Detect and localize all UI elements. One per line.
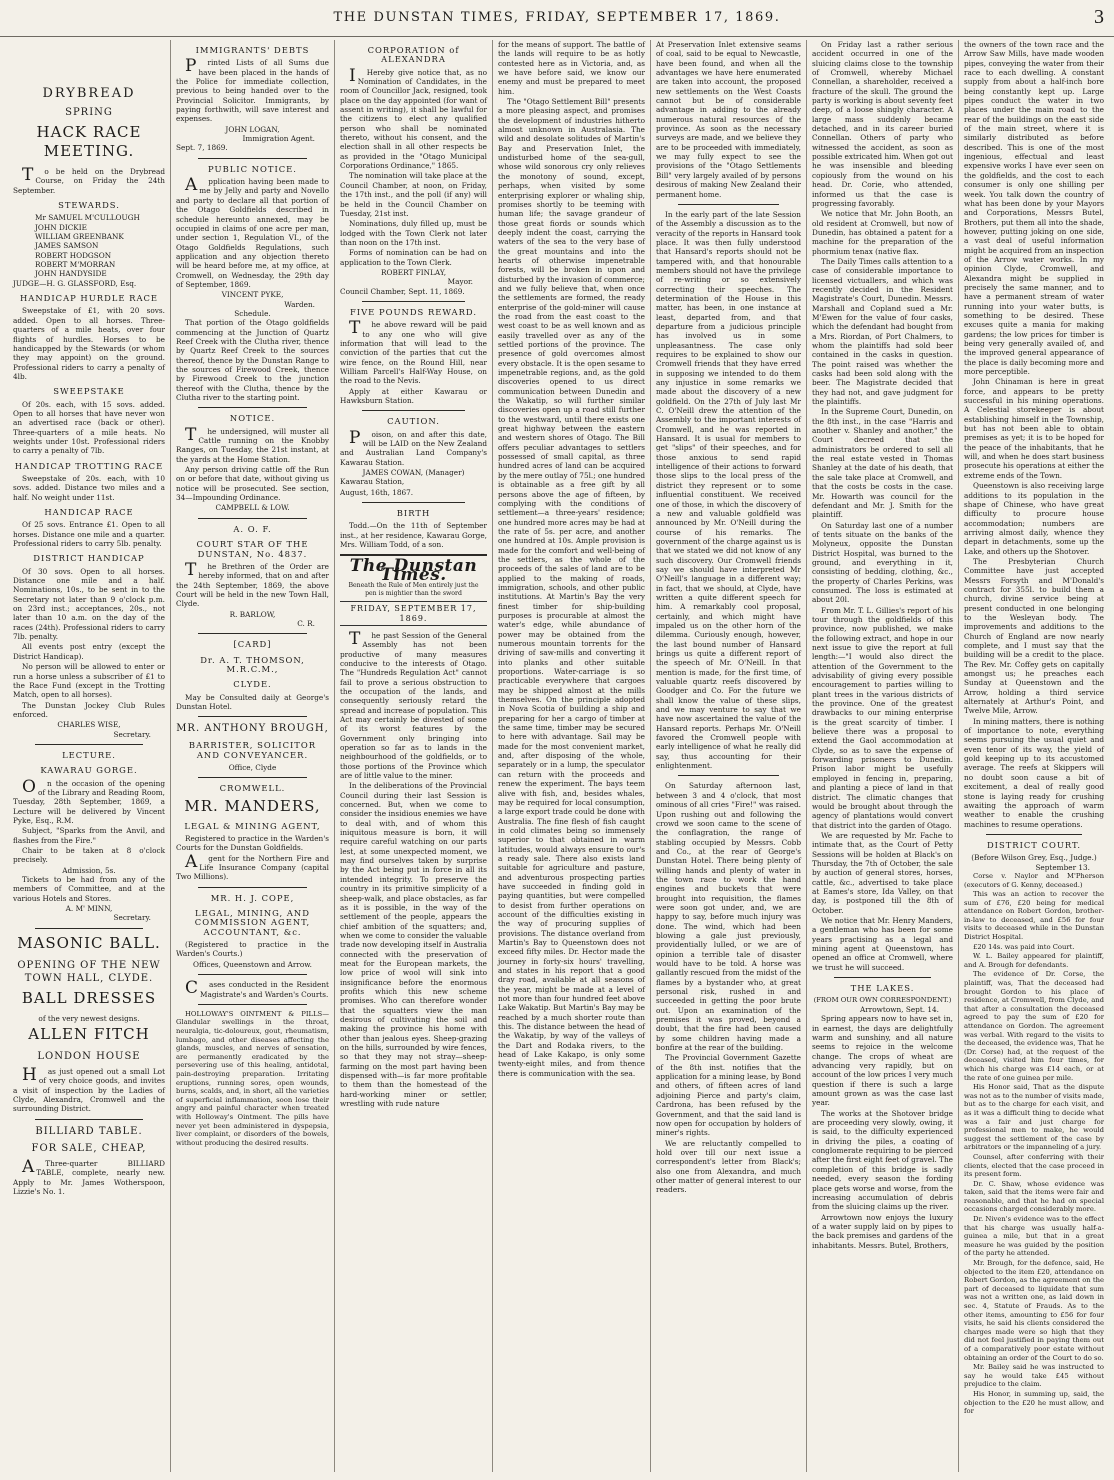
caution-text: Poison, on and after this date, will be LAID on the New Zealand and Australian Land Company's Kawarau Station. <box>340 427 487 467</box>
column-2 <box>171 40 334 1472</box>
manders-text: Registered to practice in the Warden's Courts for the Dunstan Goldfields. <box>176 834 329 853</box>
column-3 <box>335 40 492 1472</box>
notice-text: The undersigned, will muster all Cattle running on the Knobby Ranges, on Tuesday, the 21st instant, at the yards at the Home Station. <box>176 424 329 464</box>
billiard-sale: FOR SALE, CHEAP, <box>31 1142 147 1154</box>
fitch-text: Has just opened out a small Lot of very choice goods, and invites a visit of inspection by the Ladies of Clyde, Alexandra, Cromwell and the surrounding District. <box>13 1065 165 1114</box>
paper-date: FRIDAY, SEPTEMBER 17, 1869. <box>340 601 487 626</box>
patent-note: We notice that Mr. John Booth, an old resident at Cromwell, but now of Dunedin, has obtained a patent for a machine for the preparation of the phormium tenax (native flax. <box>812 209 953 256</box>
sweepstake-heading: SWEEPSTAKE <box>53 386 125 397</box>
reward-heading: FIVE POUNDS REWARD. <box>350 306 477 317</box>
schedule-heading: Schedule. <box>234 308 271 318</box>
secretary-name: A. M' MINN, <box>65 904 113 914</box>
daily-times-note: The Daily Times calls attention to a case of considerable importance to licensed victuallers, and which was recently decided in the Resident Magistrate's Court, Dunedin. Messrs. Marshall and Copland sued a Mr. M'Ewen for the value of four casks, which the defendant had bought from a Mrs. Riordan, of Port Chalmers, to whom the plaintiffs had sold beer contained in the casks in question. The point raised was whether the casks had been sold along with the beer. The Magistrate decided that they had not, and gave judgment for the plaintiffs. <box>812 256 953 407</box>
manders-role: LEGAL & MINING AGENT, <box>184 820 321 831</box>
accident-article: On Friday last a rather serious accident occurred in one of the sluicing claims close to the township of Cromwell, whereby Michael Connellan, a shareholder, received a fracture of the skull. The ground the party is working is about seventy feet deep, of a loose shingly character. A large mass suddenly became detached, and in its career buried Connellan. Others of party who witnessed the accident, as soon as possible extricated him. When got out he was insensible and bleeding copiously from the wound on his head. Dr. Corie, who attended, informed us that the case is progressing favorably. <box>812 40 953 208</box>
fache-note: We are requested by Mr. Fache to intimate that, as the Court of Petty Sessions will be holden at Black's on Thursday, the 7th of October, the sale by auction of general stores, horses, cattle, &c., advertised to take place at Eames's store, Ida Valley, on that day, is postponed till the 8th of October. <box>812 830 953 915</box>
court-star-signature: R. BARLOW, <box>229 609 276 619</box>
secretary-title: Secretary. <box>113 729 151 739</box>
manders-note: We notice that Mr. Henry Manders, a gentleman who has been for some years practising as a legal and mining agent at Queenstown, has opened an office at Cromwell, where we trust he will succeed. <box>812 915 953 972</box>
cromwell-heading: CROMWELL. <box>219 783 286 794</box>
district-handicap-text: Of 30 sovs. Open to all horses. Distance one mile and a half. Nominations, 10s., to be sent in to the Secretary not later than 9 o'clock p.m. on 23rd inst.; acceptances, 20s., not later than 10 a.m. on the day of the races (24th). Professional riders to carry 7lb. penalty. <box>13 566 165 642</box>
immigrants-date: Sept. 7, 1869. <box>176 143 228 153</box>
steward: Mr SAMUEL M'CULLOUGH <box>35 213 140 223</box>
lakes-continued-3: Queenstown is also receiving large additions to its population in the shape of Chinese, who have great difficulty to procure house accommodation; numbers are arriving almost daily, whence they depart in detachments, some up the Lake, and others up the Shotover. <box>964 481 1104 556</box>
steward: JAMES SAMSON <box>35 241 99 251</box>
entry-text: All events post entry (except the District Handicap). <box>13 642 165 661</box>
district-court-text: Mr. Brough, for the defence, said, He objected to the item £20, attendance on Robert Gordon, as the agreement on the part of deceased to liquidate that sum was not a written one, as laid down in sec. 4, Statute of Frauds. As to the other items, amounting to £56 for four visits, he said his clients considered the charges made were so high that they did not feel justified in paying them out of a comparatively poor estate without obtaining an order of the Court to do so. <box>964 1259 1104 1362</box>
district-court-text: W. L. Bailey appeared for plaintiff, and A. Brough for defendants. <box>964 952 1104 969</box>
corporation-signature: ROBERT FINLAY, <box>380 267 447 277</box>
hurdle-text: Sweepstake of £1, with 20 sovs. added. Open to all horses. Three-quarters of a mile heats, over four flights of hurdles. Horses to be handicapped by the Stewards (or whom they may appoint) on the ground. Professional riders to carry a penalty of 4lb. <box>13 306 165 381</box>
dresses-subtitle: of the very newest designs. <box>38 1013 140 1023</box>
caution-heading: CAUTION. <box>387 416 440 427</box>
brough-name: MR. ANTHONY BROUGH, <box>176 723 329 735</box>
gillies-report: From Mr. T. L. Gillies's report of his tour through the goldfields of this province, now published, we make the following extract, and hope in our next issue to give the report at full length:—"I would also direct the attention of the Government to the advisability of giving every possible encouragement to parties willing to plant trees in the various districts of the province. One of the greatest drawbacks to our mining enterprise is the great scarcity of timber. I believe there was a proposal to extend the Gaol accommodation at Clyde, so as to save the expense of forwarding prisoners to Dunedin. Prison labor might be usefully employed in fencing in, preparing, and planting a piece of land in that district. The climatic changes that would be brought about through the agency of plantations would convert that district into the garden of Otago. <box>812 605 953 830</box>
district-court-text: Dr. C. Shaw, whose evidence was taken, said that the items were fair and reasonable, and that he had on special occasions charged considerably more. <box>964 1179 1104 1214</box>
manders-name: MR. MANDERS, <box>184 796 321 815</box>
district-court-case: Corse v. Naylor and M'Pherson (executors of G. Kenny, deceased.) <box>964 871 1104 889</box>
dresses-heading: BALL DRESSES <box>21 988 157 1007</box>
lakes-text-3: Arrowtown now enjoys the luxury of a water supply laid on by pipes to the back premises and gardens of the inhabitants. Messrs. Butel, Brothers, <box>812 1212 953 1250</box>
district-handicap-heading: DISTRICT HANDICAP <box>33 553 145 564</box>
race-title: DRYBREAD <box>42 86 136 101</box>
notice-heading: NOTICE. <box>229 413 276 424</box>
lecture-heading: LECTURE. <box>62 749 116 760</box>
lakes-continued-4: The Presbyterian Church Committee have just accepted Messrs Forsyth and M'Donald's contract for 355l. to build them a church, divine service being at present conducted in one belonging to the Wesleyan body. The improvements and additions to the Church of England are now nearly complete, and I must say that the building will be a credit to the place. The Rev. Mr. Coffey gets on capitally amongst us; he preaches each Sunday at Queenstown and the Arrow, holding a third service alternately at Arthur's Point, and Twelve Mile, Arrow. <box>964 556 1104 716</box>
race-judge: JUDGE—H. G. GLASSFORD, Esq. <box>13 278 137 288</box>
district-court-text: Dr. Niven's evidence was to the effect that his charge was usually half-a-guinea a mile, but that in a great measure he was guided by the position of the party he attended. <box>964 1215 1104 1258</box>
billiard-heading: BILLIARD TABLE. <box>35 1125 143 1137</box>
masthead <box>0 0 1114 37</box>
birth-heading: BIRTH <box>396 508 431 519</box>
editorial-continued: for the means of support. The battle of the lands will require to be as hotly contested here as in Victoria, and, as we have before said, we know our enemy and must be prepared to meet him. <box>498 40 645 96</box>
doctor-name: Dr. A. T. THOMSON, M.R.C.M., <box>200 654 305 674</box>
district-court-text: His Honor said, That as the dispute was not as to the number of visits made, but as to the charge for each visit, and as it was a difficult thing to decide what was a fair and just charge for professional men to make, he would suggest the settlement of the case by arbitrators or the impanneling of a jury. <box>964 1083 1104 1152</box>
subscriber-text: No person will be allowed to enter or run a horse unless a subscriber of £1 to the Race Fund (except in the Trotting Match, open to all horses). <box>13 662 165 700</box>
lakes-text-2: The works at the Shotover bridge are proceeding very slowly, owing, it is said, to the difficulty experienced in driving the piles, a coating of conglomerate requiring to be pierced after the first eight feet of gravel. The completion of this bridge is sadly needed, every season the fording place gets worse and worse, from the increasing accumulation of debris from the sluicing claims up the river. <box>812 1108 953 1212</box>
district-court-heading: DISTRICT COURT. <box>986 839 1082 850</box>
card-heading: [CARD] <box>233 639 272 650</box>
birth-text: Todd.—On the 11th of September inst., at her residence, Kawarau Gorge, Mrs. William Todd, of a son. <box>340 521 487 550</box>
corporation-text-4: Forms of nomination can be had on application to the Town Clerk. <box>340 248 487 267</box>
lakes-text-1: Spring appears now to have set in, in earnest, the days are delightfully warm and sunshiny, and all nature seems to rejoice in the welcome change. The crops of wheat are advancing very rapidly, but on account of the low prices I very much question if there is such a large amount grown as was the case last year. <box>812 1014 953 1108</box>
gazette-article: The Provincial Government Gazette of the 8th inst. notifies that the application for a mining lease, by Bond and others, of fifteen acres of land adjoining Pierce and party's claim, Cardrona, has been refused by the Government, and that the said land is now open for occupation by holders of miner's rights. <box>656 1053 801 1138</box>
race-name: HACK RACE MEETING. <box>36 123 142 160</box>
fitch-house: LONDON HOUSE <box>37 1051 141 1063</box>
lecture-subject: Subject, "Sparks from the Anvil, and flashes from the Fire." <box>13 826 165 845</box>
steward: ROBERT HODGSON <box>35 250 112 260</box>
notice-text-2: Any person driving cattle off the Run on or before that date, without giving us notice will be prosecuted. See section, 34—Impounding Ordinance. <box>176 465 329 503</box>
handicap-text: Of 25 sovs. Entrance £1. Open to all horses. Distance one mile and a quarter. Professional riders to carry 5lb. penalty. <box>13 520 165 549</box>
doctor-town: CLYDE. <box>233 679 272 690</box>
cope-role: LEGAL, MINING, AND COMMISSION AGENT, ACCOUNTANT, &c. <box>194 908 311 937</box>
column-5 <box>651 40 806 1472</box>
corporation-date: Council Chamber, Sept. 11, 1869. <box>340 286 465 296</box>
lakes-continued-1: the owners of the town race and the Arrow Saw Mills, have made wooden pipes, conveying the water from their race to each dwelling. A constant supply from about a half-inch bore being constantly kept up. Large pipes conduct the water in two places under the main road to the rear of the buildings on the east side of the main street, where it is similarly distributed as before described. This is one of the most ingenious, effectual and least expensive works I have ever seen on the goldfields, and the cost to each consumer is only one shilling per week. You talk down the country of what has been done by your Mayors and Corporations, Messrs Butel, Brothers, put them all into the shade, however, putting joking on one side, a vast deal of useful information might be acquired from an inspection of the Arrow water works. In my opinion Clyde, Cromwell, and Alexandra might be supplied in precisely the same manner, and to have a permanent stream of water running into your water butts, is something to be desired. These excuses quite a mania for making gardens; the low prices for timber is being very generally availed of, and the improved general appearance of the place is daily becoming more and more perceptible. <box>964 40 1104 377</box>
public-notice-signature-title: Warden. <box>284 299 315 309</box>
lakes-date: Arrowtown, Sept. 14. <box>860 1004 939 1014</box>
court-star-signature-title: C. R. <box>297 618 315 628</box>
paper-title: The Dunstan Times. <box>349 555 478 585</box>
editorial-1: The past Session of the General Assembly has not been productive of many measures conducive to the interests of Otago. The "Hundreds Regulation Act" cannot fail to prove a serious obstruction to the occupation of the lands, and consequently seriously retard the spread and increase of population. This Act may certainly be divested of some of its worst features by the Government only bringing into operation so far as to lands in the neighbourhood of the goldfields, or to those portions of the Province which are of little value to the miner. <box>340 628 487 781</box>
doctor-text: May be Consulted daily at George's Dunstan Hotel. <box>176 692 329 711</box>
stewards-heading: STEWARDS. <box>58 200 120 211</box>
lakes-continued-2: John Chinaman is here in great force, and appears to be pretty successful in his mining operations. A Celestial storekeeper is about establishing himself in the Township, but has not been able to obtain premises as yet; it is to be hoped for the peace of the inhabitants, that he will, and when he does start business prosecute his operations at either the extreme ends of the Town. <box>964 377 1104 480</box>
aof-heading: A. O. F. <box>233 523 272 534</box>
ball-heading: MASONIC BALL. <box>17 933 161 952</box>
caution-place: Kawarau Station, <box>340 477 405 487</box>
reward-apply: Apply at either Kawarau or Hawksburn Station. <box>340 386 487 406</box>
lakes-correspondent: (FROM OUR OWN CORRESPONDENT.) <box>813 996 952 1005</box>
fitch-name: ALLEN FITCH <box>28 1025 150 1044</box>
caution-signature: JAMES COWAN, (Manager) <box>362 468 465 478</box>
caution-date: August, 16th, 1867. <box>340 487 414 497</box>
race-intro: To be held on the Drybread Course, on Friday the 24th September. <box>13 165 165 195</box>
corporation-text-2: The nomination will take place at the Council Chamber, at noon, on Friday, the 17th inst., and the poll (if any) will be held in the Council Chamber on Tuesday, 21st inst. <box>340 171 487 218</box>
lecture-tickets: Tickets to be had from any of the members of Committee, and at the various Hotels and Stores. <box>13 875 165 903</box>
immigrants-signature-title: Immigration Agent. <box>242 134 315 144</box>
district-court-date: September 13. <box>1035 862 1090 872</box>
billiard-text: AThree-quarter BILLIARD TABLE, complete, nearly new. Apply to Mr. James Wotherspoon, Lizzie's No. 1. <box>13 1156 165 1196</box>
trotting-heading: HANDICAP TROTTING RACE <box>14 460 164 471</box>
holloway-ad: HOLLOWAY'S OINTMENT & PILLS—Glandular swellings in the throat, neuralgia, tic-doloureux, gout, rheumatism, lumbago, and other diseases affecting the glands, muscles, and nerves of sensation, are permanently eradicated by the persevering use of this healing, antidotal, pain-destroying preparation. Irritating eruptions, running sores, open wounds, burns, scalds, and, in short, all the varieties of superficial inflammation, soon lose their angry and painful character when treated with Holloway's Ointment. The pills have never yet been administered in dyspepsia, liver complaint, or disorders of the bowels, without producing the desired results. <box>176 1009 329 1147</box>
court-star-text: The Brethren of the Order are hereby informed, that on and after the 24th September, 1869, the above Court will be held in the new Town Hall, Clyde. <box>176 559 329 609</box>
brough-role: BARRISTER, SOLICITOR AND CONVEYANCER. <box>188 740 317 760</box>
corporation-signature-title: Mayor. <box>447 277 473 287</box>
schedule-text: That portion of the Otago goldfields commencing at the Junction of Quartz Reef Creek with the Clutha river, thence by Quartz Reef Creek to the sources thereof, thence by the Dunstan Range to the sources of Firewood Creek, thence by Firewood Creek to the junction thereof with the Clutha, thence by the Clutha river to the starting point. <box>176 318 329 403</box>
steward: JOHN HANDYSIDE <box>35 269 107 279</box>
cope-office: Offices, Queenstown and Arrow. <box>192 959 313 969</box>
reward-text: The above reward will be paid to any one who will give information that will lead to the conviction of the parties that cut the wire fence, on the Round Hill, near William Parcell's Half-Way House, on the road to the Nevis. <box>340 318 487 386</box>
ball-subtitle: OPENING OF THE NEW TOWN HALL, CLYDE. <box>17 959 161 984</box>
corporation-heading: CORPORATION of ALEXANDRA <box>367 45 460 65</box>
paper-motto: Beneath the Rule of Men entirely just the pen is mightier than the sword <box>348 582 479 598</box>
lecture-admission: Admission, 5s. <box>62 865 116 875</box>
court-star-heading: COURT STAR OF THE DUNSTAN, No. 4837. <box>196 539 309 559</box>
district-court-text: £20 14s. was paid into Court. <box>973 942 1075 951</box>
column-4 <box>493 40 650 1472</box>
lecture-place: KAWARAU GORGE. <box>40 765 138 776</box>
editorial-2: In the deliberations of the Provincial Council during their last Session is concerned. But, when we come to consider the insidious enemies we have to deal with, and of whom this iniquitous measure is born, it will require careful watching on our parts lest, at some unexpected moment, we may find ourselves taken by surprise by the Act being put in force in all its intended integrity. To preserve the country in its primitive simplicity of a sheep-walk, and place obstacles, as far as it is possible, in the way of the settlement of the people, appears the chief ambition of the squatters; and, when we come to consider the valuable trade now developing itself in Australia connected with the preservation of meat for the European markets, the low price of wool will sink into insignificance before the enormous profits which this new scheme promises. Who can therefore wonder that the squatters view the man desirous of cultivating the soil and making the province his home with other than jealous eyes. Sheep-grazing on the hills, surrounded by wire fences, so that they may not stray—sheep-farming on the most part having been dispensed with—is far more profitable to them than the homestead of the hard-working miner or settler, wrestling with rude nature <box>340 781 487 1109</box>
district-court-judge: (Before Wilson Grey, Esq., Judge.) <box>971 853 1097 863</box>
race-subtitle: SPRING <box>65 107 113 118</box>
lakes-heading: THE LAKES. <box>850 983 915 994</box>
supreme-court-note: In the Supreme Court, Dunedin, on the 8th inst., in the case "Harris and another v. Shanley and another," the Court decreed that the administrators be ordered to sell all the real estate vested in Thomas Shanley at the date of his death, that the sale take place at Cromwell, and that the costs be costs in the case. Mr. Howarth was council for the defendant and Mr. J. Smith for the plaintiff. <box>812 407 953 520</box>
steward: ROBERT M'MORRAN <box>35 260 116 270</box>
immigrants-heading: IMMIGRANTS' DEBTS <box>195 45 310 55</box>
trotting-text: Sweepstake of 20s. each, with 10 sovs. added. Distance two miles and a half. No weight under 11st. <box>13 473 165 502</box>
column-1 <box>8 40 170 1472</box>
corporation-text-3: Nominations, duly filled up, must be lodged with the Town Clerk not later than noon on the 17th inst. <box>340 219 487 247</box>
district-court-text: Mr. Bailey said he was instructed to say he would take £45 without prejudice to the claim. <box>964 1363 1104 1389</box>
hansard-article: In the early part of the late Session of the Assembly a discussion as to the veracity of the reports in Hansard took place. It was then fully understood that Hansard's reports should not be tampered with, and that honourable members should not have the privilege of re-writing or so extensively correcting their speeches. The determination of the House in this matter, has been, in one instance at least, departed from, and that departure from a judicious principle has involved us in some unpleasantness. The case only requires to be explained to show our Cromwell friends that they have erred in supposing we intended to do them any injustice in some remarks we made about the discovery of a new goldfield. On the 27th of July last Mr C. O'Neill drew the attention of the Assembly to the important interests of Cromwell, and he was reported in Hansard. It is usual for members to get "slips" of their speeches, and for those anxious to send rapid intelligence of their actions to forward those slips to the local press of the district they represent or to some influential constituent. We received one of those, in which the discovery of a new and valuable goldfield was announced by Mr. O'Neill during the course of his remarks. The government of the charge against us is that we stated we did not know of any such discovery. Our Cromwell friends say we should have interpreted Mr O'Neill's language in a different way; in fact, that we should, at Clyde, have written a quite different speech for him. A remarkably cool proposal, certainly, and which might have impaled us on the other horn of the dilemma. Curiously enough, however, the last bound number of Hansard brings us quite a different report of the speech of Mr. O'Neill. In that mention is made, for the first time, of valuable quartz reefs discovered by Goodger and Co. For the future we shall know the value of these slips, and we may venture to say that we have now ascertained the value of the Hansard reports. Perhaps Mr. O'Neill favored the Cromwell people with early intelligence of what he really did say, thus accounting for their enlightenment. <box>656 209 801 771</box>
hurdle-heading: HANDICAP HURDLE RACE <box>19 293 159 304</box>
secretary-title: Secretary. <box>113 913 151 923</box>
preservation-inlet-text: At Preservation Inlet extensive seams of coal, said to be equal to Newcastle, have been found, and when all the advantages we have here enumerated are taken into account, the proposed new settlements on the West Coasts cannot but be of considerable advantage in adding to the already numerous natural resources of the province. As soon as the necessary surveys are made, and we believe they are to be proceeded with immediately, we may fully expect to see the provisions of the "Otago Settlements Bill" very largely availed of by persons desirous of making New Zealand their permanent home. <box>656 40 801 199</box>
tent-fire-note: On Saturday last one of a number of tents situate on the banks of the Molyneux, opposite the Dunstan District Hospital, was burned to the ground, and everything in it, consisting of bedding, clothing, &c., the property of Charles Perkins, was consumed. The loss is estimated at about 20l. <box>812 520 953 605</box>
public-notice-text: Application having been made to me by Jelly and party and Novello and party to declare all that portion of the Otago Goldfields described in schedule hereunto annexed, may be occupied in claims of one acre per man, under section 1, Regulation VI., of the Otago Goldfields Regulations, such application and any objection thereto will be heard before me, at my office, at Cromwell, on Wednesday, the 29th day of September, 1869. <box>176 175 329 289</box>
steward: JOHN DICKIE <box>35 222 87 232</box>
sweepstake-text: Of 20s. each, with 15 sovs. added. Open to all horses that have never won an advertised race (back or other). Three-quarters of a mile heats. No weights under 10st. Professional riders to carry a penalty of 7lb. <box>13 399 165 456</box>
cope-text: (Registered to practice in the Warden's Courts.) <box>176 940 329 959</box>
district-court-text: His Honor, in summing up, said, the objection to the £20 he must allow, and for <box>964 1389 1104 1416</box>
cases-text: Cases conducted in the Resident Magistrate's and Warden's Courts. <box>185 978 329 999</box>
notice-signature: CAMPBELL & LOW. <box>215 503 290 513</box>
fire-article: On Saturday afternoon last, between 3 and 4 o'clock, that most ominous of all cries "Fire!" was raised. Upon rushing out and following the crowd we soon came to the scene of the conflagration, the range of stabling occupied by Messrs. Cobb and Co., at the rear of George's Dunstan Hotel. There being plenty of willing hands and plenty of water in the town race to work the hand engines and buckets that were brought into requisition, the flames were soon got under, and, we are happy to say, before much injury was done. The wind, which had been blowing a gale just previously, providentially lulled, or we are of opinion a terrible tale of disaster would have to be told. A horse was gallantly rescued from the midst of the flames by a bystander who, at great personal risk, rushed in and succeeded in getting the poor brute out. Upon an examination of the premises it was proved, beyond a doubt, that the fire had been caused by some children having made a bonfire at the rear of the building. <box>656 781 801 1053</box>
lecture-text: On the occasion of the opening of the Library and Reading Room, Tuesday, 28th September, 1869, a Lecture will be delivered by Vincent Pyke, Esq., R.M. <box>13 776 165 825</box>
district-court-text: This was an action to recover the sum of £76, £20 being for medical attendance on Robert Gordon, brother-in-law to deceased, and £56 for four visits to deceased while in the Dunstan District Hospital. <box>964 890 1104 942</box>
page-number: 3 <box>1094 6 1104 28</box>
cope-name: MR. H. J. COPE, <box>210 892 295 903</box>
column-7 <box>959 40 1109 1472</box>
lakes-continued-5: In mining matters, there is nothing of importance to note, everything seems pursuing the usual quiet and even tenor of its way, the yield of gold keeping up to its accustomed average. The reefs at Skippers will no doubt soon cause a bit of excitement, a deal of really good stone is laying ready for crushing awaiting the approach of warm weather to enable the crushing machines to resume operations. <box>964 716 1104 829</box>
corporation-text-1: IHereby give notice that, as no Nomination of Candidates, in the room of Councillor Jack, resigned, took place on the day appointed (for want of assent in writing), it shall be lawful for the citizens to elect any qualified person who shall be nominated thereto, without his consent, and the election shall in all other respects be as provided in the "Otago Municipal Corporations Ordinance," 1865. <box>340 65 487 171</box>
insurance-agent-text: Agent for the Northern Fire and Life Insurance Company (capital Two Millions). <box>176 851 329 882</box>
handicap-heading: HANDICAP RACE <box>44 507 134 517</box>
district-court-text: The evidence of Dr. Corse, the plaintiff, was, That the deceased had brought Gordon to his place of residence, at Cromwell, from Clyde, and that after a consultation the deceased agreed to pay the sum of £20 for attendance on Gordon. The agreement was verbal. With regard to the visits to the deceased, the evidence was, That he (Dr. Corse) had, at the request of the deceased, visited him four times, for which his charge was £14 each, or at the rate of one guinea per mile. <box>964 970 1104 1082</box>
rules-text: The Dunstan Jockey Club Rules enforced. <box>13 700 165 719</box>
immigrants-signature: JOHN LOGAN, <box>225 124 280 134</box>
newspaper-header-title: THE DUNSTAN TIMES, FRIDAY, SEPTEMBER 17, 1869. <box>333 10 781 25</box>
steward: WILLIAM GREENBANK <box>35 232 124 242</box>
immigrants-text: Printed Lists of all Sums due have been placed in the hands of the Police for immediate collection, previous to being handed over to the Provincial Solicitor. Immigrants, by paying forthwith, will save interest and expenses. <box>176 56 329 124</box>
public-notice-signature: VINCENT PYKE, <box>221 290 284 300</box>
correspondence-note: We are reluctantly compelled to hold over till our next issue a correspondent's letter from Black's; also one from Alexandra, and much other matter of general interest to our readers. <box>656 1138 801 1195</box>
district-court-text: Counsel, after conferring with their clients, elected that the case proceed in its present form. <box>964 1152 1104 1179</box>
brough-office: Office, Clyde <box>228 763 277 772</box>
lecture-chair: Chair to be taken at 8 o'clock precisely. <box>13 846 165 865</box>
public-notice-heading: PUBLIC NOTICE. <box>208 163 297 174</box>
settlement-bill-article: The "Otago Settlement Bill" presents a more pleasing aspect, and promises the development of industries hitherto almost unknown in Australasia. The wild and desolate solitudes of Martin's Bay and Preservation Inlet, the undisturbed home of the sea-gull, whose wild sonorous cry only relieves the monotony of sound, except, perhaps, when visited by some enterprising explorer or whaling ship, promises shortly to be teeming with human life; the savage grandeur of those great fiords or sounds which deeply indent the coast, carrying the waters of the sea to the very base of the great mountains and into the hearts of otherwise impenetrable forests, will be broken in upon and disturbed by the invasion of commerce; and we fully believe that, when once the settlements are formed, the ready enterprise of the gold-miner will cause the road from the east coast to the west coast to be as well known and as easily travelled over as any of the settled portions of the province. The presence of gold overcomes almost every obstacle. It is the open sesame to impenetrable regions, and, as the gold discoveries opened to us direct communication between Dunedin and the Wakatip, so will further similar discoveries open up a road still further to the westward, until there exists one great highway between the eastern and western shores of Otago. The Bill offers peculiar advantages to settlers possessed of small capital, as three hundred acres of land can be acquired by the mere outlay of 75l.; one hundred is obtainable as a free gift by all persons above the age of fifteen, by complying with the conditions of settlement—a three-years' residence; one hundred more acres may be had at the rate of 5s. per acre, and another one hundred at 10s. Ample provision is made for the comfort and well-being of the settlers, as the whole of the proceeds of the sales of land are to be applied to the making of roads, immigration, schools, and other public institutions. At Martin's Bay the very finest timber for ship-building purposes is procurable at almost the water's edge, while abundance of power may be obtained from the numerous mountain torrents for the driving of saw-mills and converting it into planks and other suitable proportions. Water-carriage is so practicable everywhere that cargoes may be shipped almost at the mills themselves. On the principle adopted in Nova Scotia of building a ship and preparing for her a cargo of timber at the same time, timber may be secured to here with advantage. Sail may be made for the most convenient market, and, after disposing of the whole, separately or in a lump, the speculator can return with the proceeds and renew the experiment. The bays teem alive with fish, and, besides whales, may be required for local consumption, a large export trade could be done with Australia. The fine flesh of fish caught in cold climates being so immensely superior to that obtained in warm latitudes, would always ensure to our's a ready sale. There also exists land suitable for agriculture and pasture, and adventurous prospecting parties have succeeded in finding gold in paying quantities, but were compelled to desist from further operations on account of the difficulties existing in the way of procuring supplies of provisions. The distance overland from Martin's Bay to Queenstown does not exceed fifty miles. Dr. Hector made the journey in forty-six hours' travelling, and states in his report that a good dray road, available at all seasons of the year, might be made at a level of not more than four hundred feet above Lake Wakatip. But Martin's Bay may be reached by a much shorter route than this. The distance between the head of the Wakatip, by way of the valleys of the Dart and Rodaka rivers, to the head of Lake Kakapo, is only some twenty-eight miles, and from thence there is communication with the sea. <box>498 97 646 1078</box>
column-6 <box>807 40 958 1472</box>
secretary-name: CHARLES WISE, <box>57 720 121 730</box>
